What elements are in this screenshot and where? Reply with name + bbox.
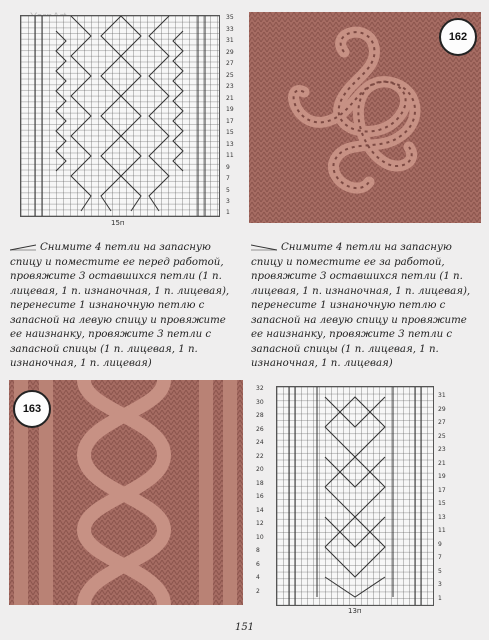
row-number: 15 — [226, 129, 234, 136]
row-number: 23 — [438, 446, 446, 453]
row-number: 27 — [226, 60, 234, 67]
row-number: 6 — [256, 560, 260, 568]
chart-163-cable-lines — [277, 387, 433, 605]
chart-163-row-numbers-right — [438, 393, 454, 611]
legend-cable-back-text: Снимите 4 петли на запасную спицу и поместите ее за работой, провяжите 3 оставшихся петли (1 п. лицевая, 1 п. изнаночная, 1 п. лицевая), перенесите 1 изнаночную петлю с запасной на левую спицу и провяжите ее наизнанку, провяжите 3 петли с запасной спицы (1 п. лицевая, 1 п. изнаночная, 1 п. лицевая) — [251, 242, 471, 369]
row-number: 27 — [438, 419, 446, 426]
row-number: 7 — [226, 175, 230, 182]
row-number: 30 — [256, 398, 264, 406]
legend-cable-back — [251, 241, 482, 372]
chart-162-stitch-count: 15п — [111, 219, 125, 227]
row-number: 3 — [226, 198, 230, 205]
chart-163-row-numbers-left — [256, 386, 272, 604]
row-number: 2 — [256, 587, 260, 595]
row-number: 19 — [438, 473, 446, 480]
row-number: 21 — [226, 94, 234, 102]
row-number: 11 — [438, 527, 446, 534]
row-number: 8 — [256, 547, 260, 554]
row-number: 17 — [438, 486, 446, 494]
row-number: 7 — [438, 554, 442, 561]
row-number: 9 — [438, 540, 442, 548]
row-number: 24 — [256, 439, 264, 446]
row-number: 20 — [256, 466, 264, 473]
row-number: 25 — [438, 432, 446, 440]
knitting-chart-162 — [20, 15, 220, 217]
row-number: 3 — [438, 581, 442, 588]
pattern-number-badge: 163 — [13, 390, 51, 428]
row-number: 25 — [226, 71, 234, 79]
row-number: 12 — [256, 520, 264, 527]
pattern-number-badge: 162 — [439, 18, 477, 56]
knitted-swatch-photo-163 — [9, 380, 243, 605]
row-number: 26 — [256, 425, 264, 433]
row-number: 13 — [438, 513, 446, 521]
row-number: 9 — [226, 163, 230, 171]
row-number: 32 — [256, 385, 264, 392]
row-number: 29 — [226, 48, 234, 56]
legend-cable-front-text: Снимите 4 петли на запасную спицу и поместите ее перед работой, провяжите 3 оставшихся петли (1 п. лицевая, 1 п. изнаночная, 1 п. лицевая), перенесите 1 изнаночную петлю с запасной на левую спицу и провяжите ее наизнанку, провяжите 3 петли с запасной спицы (1 п. лицевая, 1 п. изнаночная, 1 п. лицевая) — [10, 242, 230, 369]
chart-162-row-numbers — [226, 15, 240, 215]
knitting-chart-163 — [276, 386, 434, 606]
knitted-swatch-photo-162 — [249, 12, 481, 223]
row-number: 21 — [438, 459, 446, 467]
row-number: 1 — [438, 594, 442, 602]
row-number: 14 — [256, 506, 264, 514]
row-number: 18 — [256, 479, 264, 487]
chart-163-stitch-count: 13п — [348, 607, 362, 615]
row-number: 23 — [226, 83, 234, 90]
row-number: 13 — [226, 140, 234, 148]
row-number: 28 — [256, 412, 264, 419]
row-number: 15 — [438, 500, 446, 507]
cable-back-symbol-icon — [251, 244, 277, 251]
row-number: 5 — [226, 186, 230, 194]
row-number: 10 — [256, 533, 264, 541]
row-number: 19 — [226, 106, 234, 113]
row-number: 4 — [256, 574, 260, 581]
row-number: 5 — [438, 567, 442, 575]
row-number: 31 — [226, 37, 234, 44]
row-number: 16 — [256, 493, 264, 500]
row-number: 31 — [438, 392, 446, 399]
row-number: 29 — [438, 405, 446, 413]
cable-front-symbol-icon — [10, 244, 36, 251]
row-number: 17 — [226, 117, 234, 125]
row-number: 1 — [226, 209, 230, 216]
row-number: 33 — [226, 25, 234, 33]
row-number: 11 — [226, 152, 234, 159]
legend-cable-front — [10, 241, 239, 372]
row-number: 22 — [256, 452, 264, 460]
page-number: 151 — [234, 622, 255, 633]
chart-162-cable-lines — [21, 16, 219, 216]
row-number: 35 — [226, 14, 234, 21]
